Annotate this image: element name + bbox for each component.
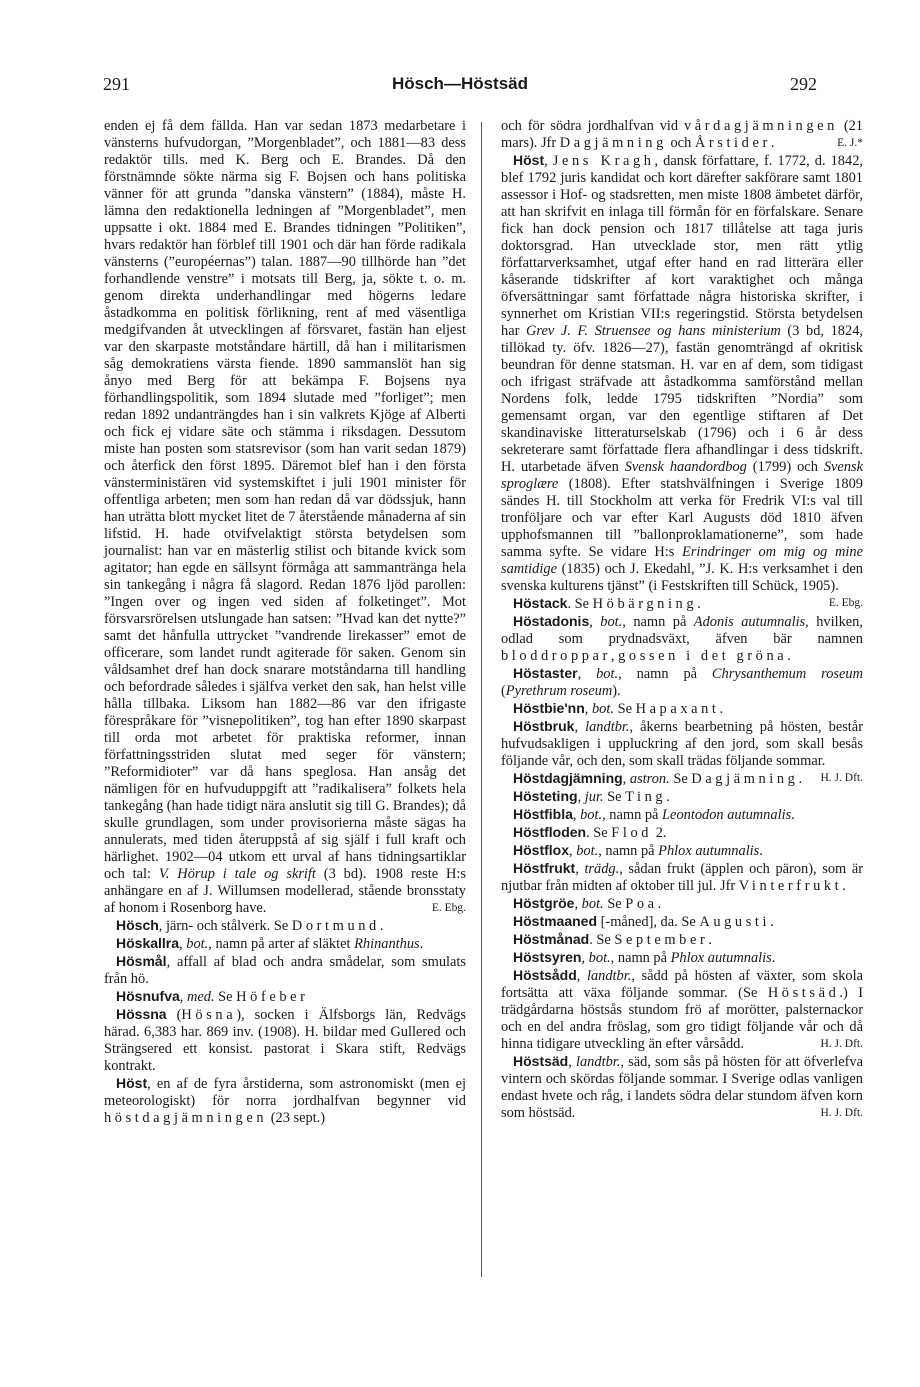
italic-text: trädg. <box>584 861 620 877</box>
entry-text: (1799) och <box>746 459 824 475</box>
italic-text: astron. <box>629 771 670 787</box>
spaced-text: Årstider <box>694 135 771 151</box>
entry-headword: Höstsäd <box>513 1053 569 1069</box>
spaced-text: Höfeber <box>236 989 309 1005</box>
entry-text: och för södra jordhalfvan vid <box>501 118 684 134</box>
italic-text: landtbr. <box>586 968 632 984</box>
dictionary-entry <box>501 842 863 860</box>
entry-text: , järn- och stålverk. Se <box>158 918 292 934</box>
entry-text: , sådd på hösten af växter, som skola fortsätta att växa följande sommar. (Se <box>501 968 863 1001</box>
entry-text: , <box>572 807 581 823</box>
italic-text: Pyrethrum roseum <box>505 683 613 699</box>
entry-text: , åkerns bearbetning på hösten, består hufvudsakligen i uppluckring af den jord, som skall besås följande vår, och den, som skall trädas följande sommar. <box>501 719 863 769</box>
italic-text: bot. <box>186 936 209 952</box>
entry-text: , affall af blad och andra smådelar, som smulats från hö. <box>104 954 466 987</box>
italic-text: jur. <box>584 789 604 805</box>
entry-text: ( <box>166 1007 182 1023</box>
italic-text: Erindringer om mig og mine samtidige <box>501 544 863 577</box>
italic-text: Rhinanthus <box>354 936 420 952</box>
entry-text: , hvilken, odlad som prydnadsväxt, äfven bär namnen <box>501 614 863 647</box>
entry-text: , <box>569 843 577 859</box>
entry-text: . <box>666 789 670 805</box>
entry-headword: Hösteting <box>513 788 578 804</box>
author-signature: H. J. Dft. <box>820 1038 863 1050</box>
italic-text: bot. <box>576 843 599 859</box>
entry-headword: Höstsådd <box>513 967 577 983</box>
spaced-text: September <box>614 932 709 948</box>
entry-continuation <box>104 118 466 917</box>
entry-text: Se <box>603 789 626 805</box>
entry-text: . Se <box>589 932 615 948</box>
italic-text: Svensk sproglære <box>501 459 863 492</box>
italic-text: Chrysanthemum roseum <box>711 666 863 682</box>
italic-text: Adonis autumnalis <box>693 614 806 630</box>
entry-text: enden ej få dem fällda. Han var sedan 1873 medarbetare i vänsterns hufvudorgan, ”Morgenbladet”, och 1881—83 dess redaktör tills. med K. Berg och E. Brandes. Då den förstnämnde sökte närma sig F. Bojsen och hans politiska vänner för att grunda ”danska vänstern” (1884), måste H. lämna den redaktionella ledningen af ”Morgenbladet”, men uppsatte i okt. 1884 med E. Brandes tidningen ”Politiken”, hvars redaktör han förblef till 1901 och där han förde radikala vänsterns (”européernas”) talan. 1887—90 tillhörde han ”det forhandlende venstre” i motsats till Berg, ja, sökte t. o. m. genom direkta underhandlingar med högerns ledare åstadkomma en politisk förlikning, rent af med väsentliga medgifvanden åt utvecklingen af försvaret, fastän han eljest var den skarpaste motståndare härtill, då han i militarismen såg demokratiens värsta fiende. 1890 sammanslöt han sig ånyo med Berg för att bekämpa F. Bojsens nya förhandlingspolitik, som 1894 slutade med ”forliget”; men redan 1892 undanträngdes han i sin valkrets Kjöge af Alberti och fick ej vidare säte och stämma i riksdagen. Dessutom miste han posten som statsrevisor (som han varit sedan 1879) och återfick den först 1895. Däremot blef han i den första vänsterministären vid systemskiftet i juli 1901 minister för offentliga arbeten; men som han redan då var dödssjuk, hann han uträtta blott mycket litet de 7 återstående månaderna af sin lifstid. H. hade otvifvelaktigt största betydelsen som journalist: han var en mästerlig stilist och bitande kvick som agitator; han egde en sällsynt förmåga att sammantränga hela sin tankegång i några få slagord. Redan 1876 ljöd parollen: ”Ingen over og ingen ved siden af folketinget”. Mot försvarsrörelsen utslungade han satsen: ”Hvad kan det nytte?” samt det hånfulla uttrycket ”vandrende lirekasser” emot de officerare, som landet rundt agiterade för saken. Genom sin våldsamhet dref han dock snarare motståndarna till handling och befordrade således i själfva verket den sak, han helst ville hålla tillbaka. Liksom han 1882—86 var den ifrigaste förespråkare för ”visnepolitiken”, tog han efter 1890 skarpast till orda mot arbetet för praktiska reformer, innan författningsstriden slutat med seger för vänstern; ”Reformidioter” var då hans speglosa. Han ansåg det nämligen för en hufvuduppgift att ”radikalisera” folkets hela tankegång (han hade tidigt nära anslutit sig till G. Brandes); då skulle grundlagen, som under provisorierna måste sägas ha annulerats, med tiden återuppstå af sig själf i full kraft och härlighet. 1902—04 utkom ett urval af hans tidningsartiklar och tal: <box>104 118 466 882</box>
entry-text: , <box>577 666 597 682</box>
italic-text: bot. <box>581 896 604 912</box>
spaced-text: Vinterfrukt <box>738 878 843 894</box>
entry-headword: Höstbie'nn <box>513 700 585 716</box>
dictionary-entry <box>501 806 863 824</box>
italic-text: bot. <box>591 701 614 717</box>
entry-text: Se <box>669 771 692 787</box>
entry-text: , <box>622 771 630 787</box>
entry-text: , namn på <box>610 950 671 966</box>
entry-text: , dansk författare, f. 1772, d. 1842, blef 1792 juris kandidat och kort därefter sakförare samt 1801 assessor i Hof- og stadsretten, men miste 1808 ämbetet därför, att han skrifvit en inlaga till förmån för en förfalskare. Senare fick han dock pension och 1817 tillåtelse att taga juris doktorsgrad. Han utvecklade stor, men rätt ytlig författarverksamhet, utgaf efter hand en rad litterära eller kåserande tidskrifter af kort varaktighet och många öfversättningar samt författade några historiska skrifter, i synnerhet om Kristian VII:s regeringstid. Största betydelsen har <box>501 153 863 339</box>
entry-headword: Höst <box>116 1075 148 1091</box>
entry-text: ( <box>501 683 506 699</box>
entry-text: . <box>791 807 795 823</box>
entry-text: , säd, som sås på hösten för att öfverlefva vintern och skördas följande sommar. I Sverige odlas vanligen endast hvete och råg, i landets södra delar stundom äfven korn som höstsäd. <box>501 1054 863 1121</box>
entry-headword: Hösch <box>116 917 159 933</box>
entry-text: . <box>842 878 846 894</box>
running-title: Hösch—Höstsäd <box>391 74 529 93</box>
italic-text: bot. <box>580 807 603 823</box>
dictionary-entry <box>104 917 466 935</box>
entry-text: ). <box>612 683 621 699</box>
entry-text: , namn på <box>602 807 663 823</box>
entry-text: , <box>610 648 619 664</box>
entry-text: , namn på arter af släktet <box>208 936 355 952</box>
entry-text: ), socken i Älfsborgs län, Redvägs härad. 6,383 har. 869 inv. (1908). H. bildar med Gullered och Strängsered ett konsist. pastorat i Skara stift, Redvägs kontrakt. <box>104 1007 467 1074</box>
page-header <box>0 74 920 100</box>
dictionary-entry <box>501 1053 863 1122</box>
entry-text: , <box>577 789 585 805</box>
dictionary-entry <box>501 860 863 895</box>
dictionary-entry <box>501 700 863 718</box>
dictionary-entry <box>501 949 863 967</box>
dictionary-entry <box>104 1075 466 1127</box>
italic-text: Phlox autumnalis <box>658 843 760 859</box>
dictionary-entry <box>501 613 863 665</box>
author-signature: H. J. Dft. <box>820 772 863 784</box>
entry-text: , <box>574 719 586 735</box>
entry-text: (1808). Efter statshvälfningen i Sverige 1809 sändes H. till Stockholm att verka för Fredrik VI:s val till tronföljare och var efter Karl Augusts död 1810 äfven upphofsmannen till ”ballonproklamationerne”, som hade samma syfte. Se vidare H:s <box>501 476 863 560</box>
dictionary-entry <box>104 988 466 1006</box>
entry-headword: Höstfrukt <box>513 860 576 876</box>
spaced-text: Hösna <box>181 1007 237 1023</box>
left-column <box>104 118 466 1127</box>
entry-text: , <box>568 1054 576 1070</box>
entry-headword: Höstdagjämning <box>513 770 623 786</box>
italic-text: bot. <box>600 614 623 630</box>
spaced-text: höstdagjämningen <box>104 1110 268 1126</box>
dictionary-entry <box>104 953 466 988</box>
dictionary-entry <box>501 595 863 613</box>
dictionary-entry <box>501 665 863 700</box>
entry-text: . <box>697 596 701 612</box>
italic-text: bot. <box>588 950 611 966</box>
italic-text: landtbr. <box>585 719 630 735</box>
entry-text: . <box>657 896 662 912</box>
entry-continuation <box>501 118 863 152</box>
author-signature: E. J.* <box>837 137 863 149</box>
entry-text: , sådan frukt (äpplen och päron), som är njutbar från midten af oktober till jul. Jfr <box>501 861 863 894</box>
entry-text: , <box>576 968 587 984</box>
spaced-text: Dagjämning <box>559 135 667 151</box>
entry-text: , <box>575 861 585 877</box>
entry-text: (3 bd, 1824, tillökad ty. öfv. 1826—27), fastän genomträngd af okritisk beundran för denne statsman. H. var en af dem, som tidigast och ifrigast sträfvade att åstadkomma samförstånd mellan Nordens folk, ledde 1795 tidskriften ”Nordia” som gemensamt organ, var den egentlige stiftaren af Det skandinaviske litteraturselskab (1796) och i 6 år dess sekreterare samt författade flera afhandlingar i dess tidskrift. H. utarbetade äfven <box>501 323 863 475</box>
italic-text: landtbr. <box>575 1054 621 1070</box>
entry-text: . <box>719 701 724 717</box>
entry-headword: Hösmål <box>116 953 167 969</box>
entry-text: 2. <box>652 825 667 841</box>
spaced-text: Dagjämning <box>691 771 799 787</box>
spaced-text: Poa <box>625 896 658 912</box>
entry-text: . <box>419 936 424 952</box>
italic-text: Svensk haandordbog <box>624 459 747 475</box>
italic-text: Grev J. F. Struensee og hans ministerium <box>526 323 781 339</box>
entry-text: .) I trädgårdarna höstsås stundom frö af morötter, palsternackor och en del andra fröslag, som gro tidigt följande vår och då hinna tidigare utveckling än efter vårsådd. <box>501 985 864 1052</box>
dictionary-entry <box>104 1006 466 1075</box>
dictionary-entry <box>501 967 863 1053</box>
entry-headword: Hösnufva <box>116 988 180 1004</box>
entry-headword: Höstgröe <box>513 895 575 911</box>
entry-headword: Höstack <box>513 595 568 611</box>
spaced-text: gossen i det gröna <box>618 648 788 664</box>
entry-text: . <box>770 135 775 151</box>
entry-headword: Höstfibla <box>513 806 573 822</box>
entry-text: [-måned], da. Se <box>597 914 700 930</box>
entry-text: (21 mars). Jfr <box>501 118 863 151</box>
entry-text: . <box>771 950 776 966</box>
dictionary-entry <box>501 895 863 913</box>
entry-headword: Höstadonis <box>513 613 590 629</box>
italic-text: Phlox autumnalis <box>670 950 772 966</box>
entry-text: . <box>379 918 384 934</box>
entry-text: , namn på <box>622 614 694 630</box>
dictionary-entry <box>501 824 863 842</box>
entry-text: , <box>179 936 187 952</box>
spaced-text: Jens Kragh <box>552 153 655 169</box>
entry-headword: Höstmaaned <box>513 913 598 929</box>
entry-headword: Höstsyren <box>513 949 582 965</box>
entry-text: Se <box>214 989 237 1005</box>
page-number-right: 292 <box>790 74 817 94</box>
author-signature: H. J. Dft. <box>820 1107 863 1119</box>
spaced-text: Hapaxant <box>635 701 720 717</box>
entry-text: . <box>798 771 803 787</box>
entry-text: . <box>770 914 774 930</box>
entry-headword: Höstmånad <box>513 931 590 947</box>
entry-text: Se <box>603 896 626 912</box>
entry-text: , <box>584 701 592 717</box>
spaced-text: Augusti <box>699 914 771 930</box>
entry-headword: Höst <box>513 152 545 168</box>
spaced-text: Flod <box>611 825 653 841</box>
dictionary-entry <box>501 931 863 949</box>
entry-text: , <box>581 950 589 966</box>
author-signature: E. Ebg. <box>431 902 466 914</box>
entry-headword: Höstfloden <box>513 824 587 840</box>
entry-headword: Höstflox <box>513 842 569 858</box>
right-column <box>501 118 863 1122</box>
entry-text: , namn på <box>618 666 712 682</box>
entry-headword: Höstbruk <box>513 718 575 734</box>
entry-text: . <box>787 648 791 664</box>
entry-text: , <box>179 989 187 1005</box>
entry-text: . <box>708 932 712 948</box>
spaced-text: vårdagjämningen <box>684 118 838 134</box>
column-divider <box>481 122 482 1277</box>
page-number-left: 291 <box>103 74 130 94</box>
italic-text: bot. <box>596 666 619 682</box>
entry-text: (3 bd). 1908 reste H:s anhängare en af J. Willumsen modellerad, stående bronsstaty af honom i Rosenborg have. <box>104 866 466 916</box>
spaced-text: Höbärgning <box>592 596 698 612</box>
entry-text: , <box>574 896 582 912</box>
spaced-text: Dortmund <box>291 918 380 934</box>
entry-text: och <box>666 135 695 151</box>
entry-text: . Se <box>567 596 593 612</box>
italic-text: Leontodon autumnalis <box>662 807 792 823</box>
italic-text: med. <box>187 989 215 1005</box>
entry-text: , en af de fyra årstiderna, som astronomiskt (men ej meteorologiskt) för norra jordhalfvan begynner vid <box>104 1076 466 1109</box>
spaced-text: bloddroppar <box>501 648 611 664</box>
dictionary-entry <box>501 913 863 931</box>
entry-text: , namn på <box>598 843 659 859</box>
dictionary-entry <box>104 935 466 953</box>
entry-text: (23 sept.) <box>267 1110 326 1126</box>
author-signature: E. Ebg. <box>828 597 863 609</box>
entry-text: . Se <box>586 825 612 841</box>
entry-headword: Höskallra <box>116 935 180 951</box>
spaced-text: Ting <box>625 789 667 805</box>
entry-text: . <box>759 843 763 859</box>
entry-text: , <box>544 153 553 169</box>
spaced-text: Höstsäd <box>767 985 840 1001</box>
italic-text: V. Hörup i tale og skrift <box>158 866 316 882</box>
entry-text: (1835) och J. Ekedahl, ”J. K. H:s verksamhet i den svenska kulturens tjänst” (i Festskriften till Schück, 1905). <box>501 561 863 594</box>
entry-text: Se <box>613 701 636 717</box>
entry-text: , <box>589 614 601 630</box>
entry-headword: Hössna <box>116 1006 167 1022</box>
entry-headword: Höstaster <box>513 665 578 681</box>
dictionary-entry <box>501 788 863 806</box>
